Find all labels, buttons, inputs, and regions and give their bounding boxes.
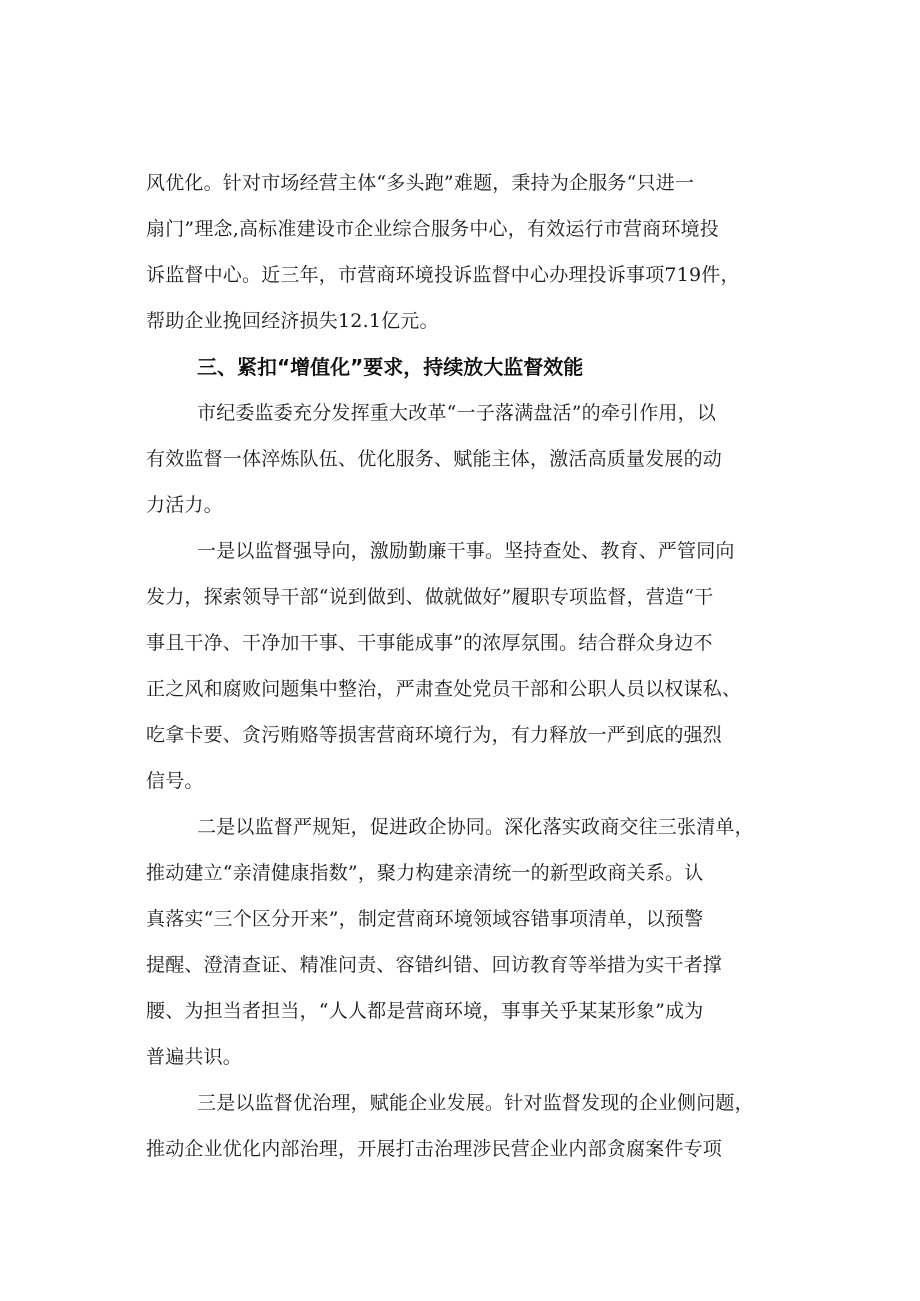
text-line: 有效监督一体淬炼队伍、优化服务、赋能主体，激活高质量发展的动 xyxy=(146,448,723,470)
paragraph-point-3 xyxy=(146,1080,806,1172)
text-line: 扇门”理念,高标准建设市企业综合服务中心，有效运行市营商环境投 xyxy=(146,218,719,240)
text-line: 事且干净、干净加干事、干事能成事”的浓厚氛围。结合群众身边不 xyxy=(146,632,713,654)
text-line: 帮助企业挽回经济损失12.1亿元。 xyxy=(146,310,439,332)
text-line: 发力，探索领导干部“说到做到、做就做好”履职专项监督，营造“干 xyxy=(146,586,714,608)
text-line: 普遍共识。 xyxy=(146,1046,243,1068)
text-line: 三是以监督优治理，赋能企业发展。针对监督发现的企业侧问题， xyxy=(197,1092,754,1114)
text-line: 吃拿卡要、贪污贿赂等损害营商环境行为，有力释放一严到底的强烈 xyxy=(146,724,723,746)
text-line: 正之风和腐败问题集中整治，严肃查处党员干部和公职人员以权谋私、 xyxy=(146,678,742,700)
text-line: 二是以监督严规矩，促进政企协同。深化落实政商交往三张清单， xyxy=(197,816,754,838)
paragraph-point-1 xyxy=(146,528,806,804)
text-line: 一是以监督强导向，激励勤廉干事。坚持查处、教育、严管同向 xyxy=(197,540,735,562)
text-line: 推动建立“亲清健康指数”，聚力构建亲清统一的新型政商关系。认 xyxy=(146,862,704,884)
text-line: 真落实“三个区分开来”，制定营商环境领域容错事项清单，以预警 xyxy=(146,908,704,930)
text-line: 腰、为担当者担当，“人人都是营商环境，事事关乎某某形象”成为 xyxy=(146,1000,704,1022)
section-heading: 三、紧扣“增值化”要求，持续放大监督效能 xyxy=(197,355,584,379)
paragraph-intro xyxy=(146,390,806,528)
text-line: 诉监督中心。近三年，市营商环境投诉监督中心办理投诉事项719件， xyxy=(146,264,740,286)
text-line: 力活力。 xyxy=(146,494,223,516)
text-line: 风优化。针对市场经营主体“多头跑”难题，秉持为企服务“只进一 xyxy=(146,172,695,194)
text-line: 推动企业优化内部治理，开展打击治理涉民营企业内部贪腐案件专项 xyxy=(146,1138,723,1160)
paragraph-point-2 xyxy=(146,804,806,1080)
document-page xyxy=(146,160,806,1172)
paragraph-continuation xyxy=(146,160,806,344)
text-line: 市纪委监委充分发挥重大改革“一子落满盘活”的牵引作用，以 xyxy=(197,402,717,424)
text-line: 提醒、澄清查证、精准问责、容错纠错、回访教育等举措为实干者撑 xyxy=(146,954,723,976)
text-line: 信号。 xyxy=(146,770,204,792)
